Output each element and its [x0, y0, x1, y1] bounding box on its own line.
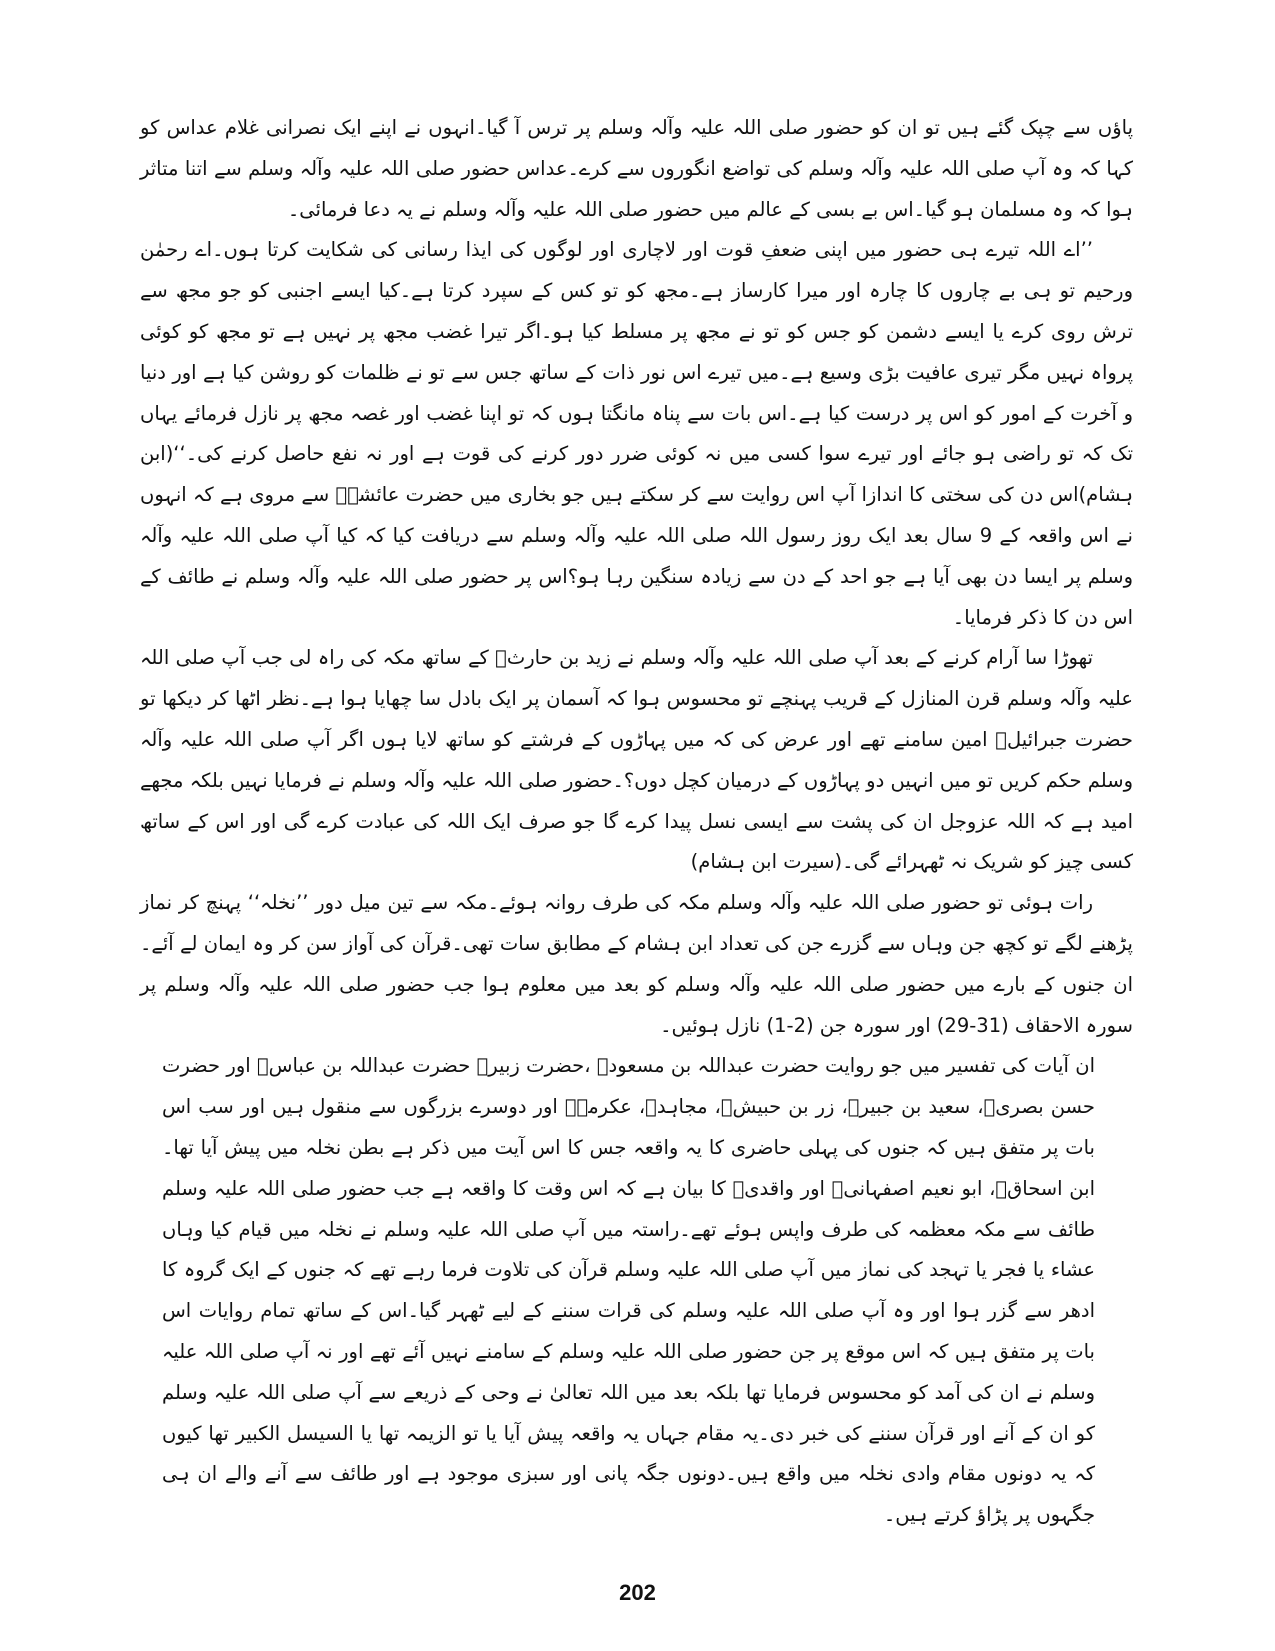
- paragraph-3-jibril: تھوڑا سا آرام کرنے کے بعد آپ صلی اللہ علیہ وآلہ وسلم نے زید بن حارثؓ کے ساتھ مکہ کی راہ لی جب آپ صلی اللہ علیہ وآلہ وسلم قرن المنازل کے قریب پہنچے تو محسوس ہوا کہ آسمان پر ایک بادل سا چھایا ہوا ہے۔نظر اٹھا کر دیکھا تو حضرت جبرائیلؑ امین سامنے تھے اور عرض کی کہ میں پہاڑوں کے فرشتے کو ساتھ لایا ہوں اگر آپ صلی اللہ علیہ وآلہ وسلم حکم کریں تو میں انہیں دو پہاڑوں کے درمیان کچل دوں؟۔حضور صلی اللہ علیہ وآلہ وسلم نے فرمایا نہیں بلکہ مجھے امید ہے کہ اللہ عزوجل ان کی پشت سے ایسی نسل پیدا کرے گا جو صرف ایک اللہ کی عبادت کرے گی اور اس کے ساتھ کسی چیز کو شریک نہ ٹھہرائے گی۔(سیرت ابن ہشام): [140, 646, 1133, 874]
- tafsir-quote-block: [162, 1046, 1095, 1536]
- paragraph-1: پاؤں سے چپک گئے ہیں تو ان کو حضور صلی اللہ علیہ وآلہ وسلم پر ترس آ گیا۔انہوں نے اپنے ایک نصرانی غلام عداس کو کہا کہ وہ آپ صلی اللہ علیہ وآلہ وسلم کی تواضع انگوروں سے کرے۔عداس حضور صلی اللہ علیہ وآلہ وسلم سے اتنا متاثر ہوا کہ وہ مسلمان ہو گیا۔اس بے بسی کے عالم میں حضور صلی اللہ علیہ وآلہ وسلم نے یہ دعا فرمائی۔: [140, 116, 1133, 221]
- paragraph-2-supplication: ’’اے اللہ تیرے ہی حضور میں اپنی ضعفِ قوت اور لاچاری اور لوگوں کی ایذا رسانی کی شکایت کرتا ہوں۔اے رحمٰن ورحیم تو ہی بے چاروں کا چارہ اور میرا کارساز ہے۔مجھ کو تو کس کے سپرد کرتا ہے۔کیا ایسے اجنبی کو جو مجھ سے ترش روی کرے یا ایسے دشمن کو جس کو تو نے مجھ پر مسلط کیا ہو۔اگر تیرا غضب مجھ پر نہیں ہے تو مجھ کو کوئی پرواہ نہیں مگر تیری عافیت بڑی وسیع ہے۔میں تیرے اس نور ذات کے ساتھ جس سے تو نے ظلمات کو روشن کیا ہے اور دنیا و آخرت کے امور کو اس پر درست کیا ہے۔اس بات سے پناہ مانگتا ہوں کہ تو اپنا غضب اور غصہ مجھ پر نازل فرمائے یہاں تک کہ تو راضی ہو جائے اور تیرے سوا کسی میں نہ کوئی ضرر دور کرنے کی قوت ہے اور نہ نفع حاصل کرنے کی۔‘‘(ابن ہشام)اس دن کی سختی کا اندازا آپ اس روایت سے کر سکتے ہیں جو بخاری میں حضرت عائشہؓ سے مروی ہے کہ انہوں نے اس واقعہ کے 9 سال بعد ایک روز رسول اللہ صلی اللہ علیہ وآلہ وسلم سے دریافت کیا کہ کیا آپ صلی اللہ علیہ وآلہ وسلم پر ایسا دن بھی آیا ہے جو احد کے دن سے زیادہ سنگین رہا ہو؟اس پر حضور صلی اللہ علیہ وآلہ وسلم نے طائف کے اس دن کا ذکر فرمایا۔: [140, 238, 1133, 629]
- body-text: [140, 108, 1133, 1536]
- page-number: 202: [619, 1580, 656, 1605]
- paragraph-4-jinn: رات ہوئی تو حضور صلی اللہ علیہ وآلہ وسلم مکہ کی طرف روانہ ہوئے۔مکہ سے تین میل دور ’’نخلہ‘‘ پہنچ کر نماز پڑھنے لگے تو کچھ جن وہاں سے گزرے جن کی تعداد ابن ہشام کے مطابق سات تھی۔قرآن کی آواز سن کر وہ ایمان لے آئے۔ان جنوں کے بارے میں حضور صلی اللہ علیہ وآلہ وسلم کو بعد میں معلوم ہوا جب حضور صلی اللہ علیہ وآلہ وسلم پر سورہ الاحقاف (31-29) اور سورہ جن (2-1) نازل ہوئیں۔: [140, 891, 1133, 1037]
- tafsir-quote: ان آیات کی تفسیر میں جو روایت حضرت عبداللہ بن مسعودؓ ،حضرت زبیرؓ حضرت عبداللہ بن عباسؓ اور حضرت حسن بصریؒ، سعید بن جبیرؒ، زر بن حبیشؒ، مجاہدؒ، عکرمہؒ اور دوسرے بزرگوں سے منقول ہیں اور سب اس بات پر متفق ہیں کہ جنوں کی پہلی حاضری کا یہ واقعہ جس کا اس آیت میں ذکر ہے بطن نخلہ میں پیش آیا تھا۔ابن اسحاقؒ، ابو نعیم اصفہانیؒ اور واقدیؒ کا بیان ہے کہ اس وقت کا واقعہ ہے جب حضور صلی اللہ علیہ وسلم طائف سے مکہ معظمہ کی طرف واپس ہوئے تھے۔راستہ میں آپ صلی اللہ علیہ وسلم نے نخلہ میں قیام کیا وہاں عشاء یا فجر یا تہجد کی نماز میں آپ صلی اللہ علیہ وسلم قرآن کی تلاوت فرما رہے تھے کہ جنوں کے ایک گروہ کا ادھر سے گزر ہوا اور وہ آپ صلی اللہ علیہ وسلم کی قرات سننے کے لیے ٹھہر گیا۔اس کے ساتھ تمام روایات اس بات پر متفق ہیں کہ اس موقع پر جن حضور صلی اللہ علیہ وسلم کے سامنے نہیں آئے تھے اور نہ آپ صلی اللہ علیہ وسلم نے ان کی آمد کو محسوس فرمایا تھا بلکہ بعد میں اللہ تعالیٰ نے وحی کے ذریعے سے آپ صلی اللہ علیہ وسلم کو ان کے آنے اور قرآن سننے کی خبر دی۔یہ مقام جہاں یہ واقعہ پیش آیا یا تو الزیمہ تھا یا السیسل الکبیر تھا کیوں کہ یہ دونوں مقام وادی نخلہ میں واقع ہیں۔دونوں جگہ پانی اور سبزی موجود ہے اور طائف سے آنے والے ان ہی جگہوں پر پڑاؤ کرتے ہیں۔: [162, 1054, 1095, 1527]
